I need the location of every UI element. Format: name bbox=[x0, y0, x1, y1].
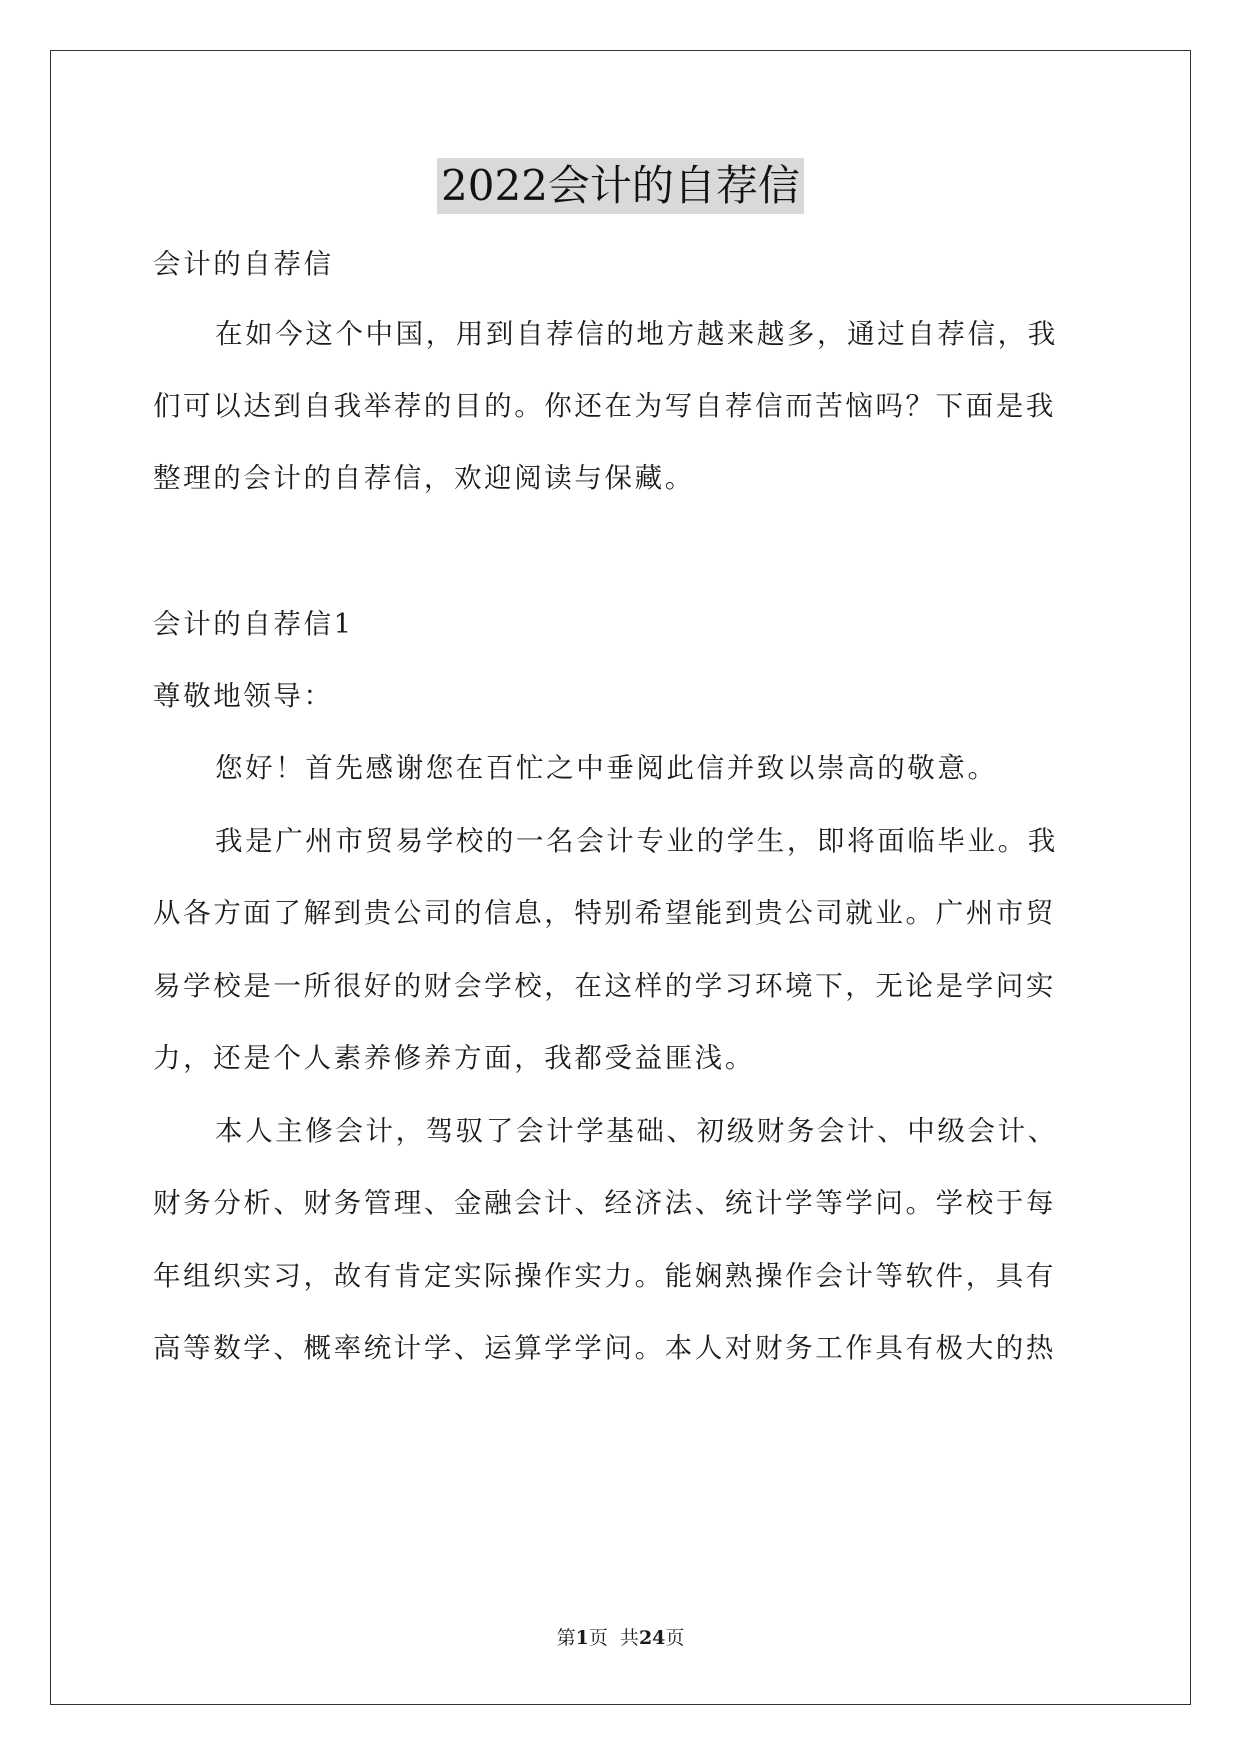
paragraph-line: 易学校是一所很好的财会学校，在这样的学习环境下，无论是学问实 bbox=[153, 970, 1056, 1002]
paragraph-line: 力，还是个人素养修养方面，我都受益匪浅。 bbox=[153, 1042, 755, 1074]
paragraph-line: 高等数学、概率统计学、运算学学问。本人对财务工作具有极大的热 bbox=[153, 1332, 1056, 1364]
paragraph-line: 们可以达到自我举荐的目的。你还在为写自荐信而苦恼吗？下面是我 bbox=[153, 390, 1056, 422]
paragraph-line: 本人主修会计，驾驭了会计学基础、初级财务会计、中级会计、 bbox=[215, 1115, 1058, 1147]
section-heading: 会计的自荐信 bbox=[153, 248, 334, 280]
page-footer bbox=[0, 1625, 1241, 1651]
footer-total-pages: 24 bbox=[638, 1627, 666, 1649]
paragraph-line: 整理的会计的自荐信，欢迎阅读与保藏。 bbox=[153, 462, 695, 494]
footer-prefix: 第 bbox=[556, 1627, 576, 1649]
salutation: 尊敬地领导： bbox=[153, 680, 334, 712]
footer-page-number: 1 bbox=[575, 1627, 589, 1649]
paragraph-line: 年组织实习，故有肯定实际操作实力。能娴熟操作会计等软件，具有 bbox=[153, 1260, 1056, 1292]
footer-middle: 页 共 bbox=[588, 1627, 639, 1649]
section-heading: 会计的自荐信1 bbox=[153, 608, 354, 640]
paragraph-line: 您好！首先感谢您在百忙之中垂阅此信并致以崇高的敬意。 bbox=[215, 752, 998, 784]
page-border bbox=[50, 50, 1191, 1705]
paragraph-line: 我是广州市贸易学校的一名会计专业的学生，即将面临毕业。我 bbox=[215, 825, 1058, 857]
title-container bbox=[0, 158, 1241, 214]
document-title: 2022会计的自荐信 bbox=[437, 158, 804, 214]
paragraph-line: 从各方面了解到贵公司的信息，特别希望能到贵公司就业。广州市贸 bbox=[153, 897, 1056, 929]
paragraph-line: 财务分析、财务管理、金融会计、经济法、统计学等学问。学校于每 bbox=[153, 1187, 1056, 1219]
footer-suffix: 页 bbox=[665, 1627, 685, 1649]
paragraph-line: 在如今这个中国，用到自荐信的地方越来越多，通过自荐信，我 bbox=[215, 318, 1058, 350]
